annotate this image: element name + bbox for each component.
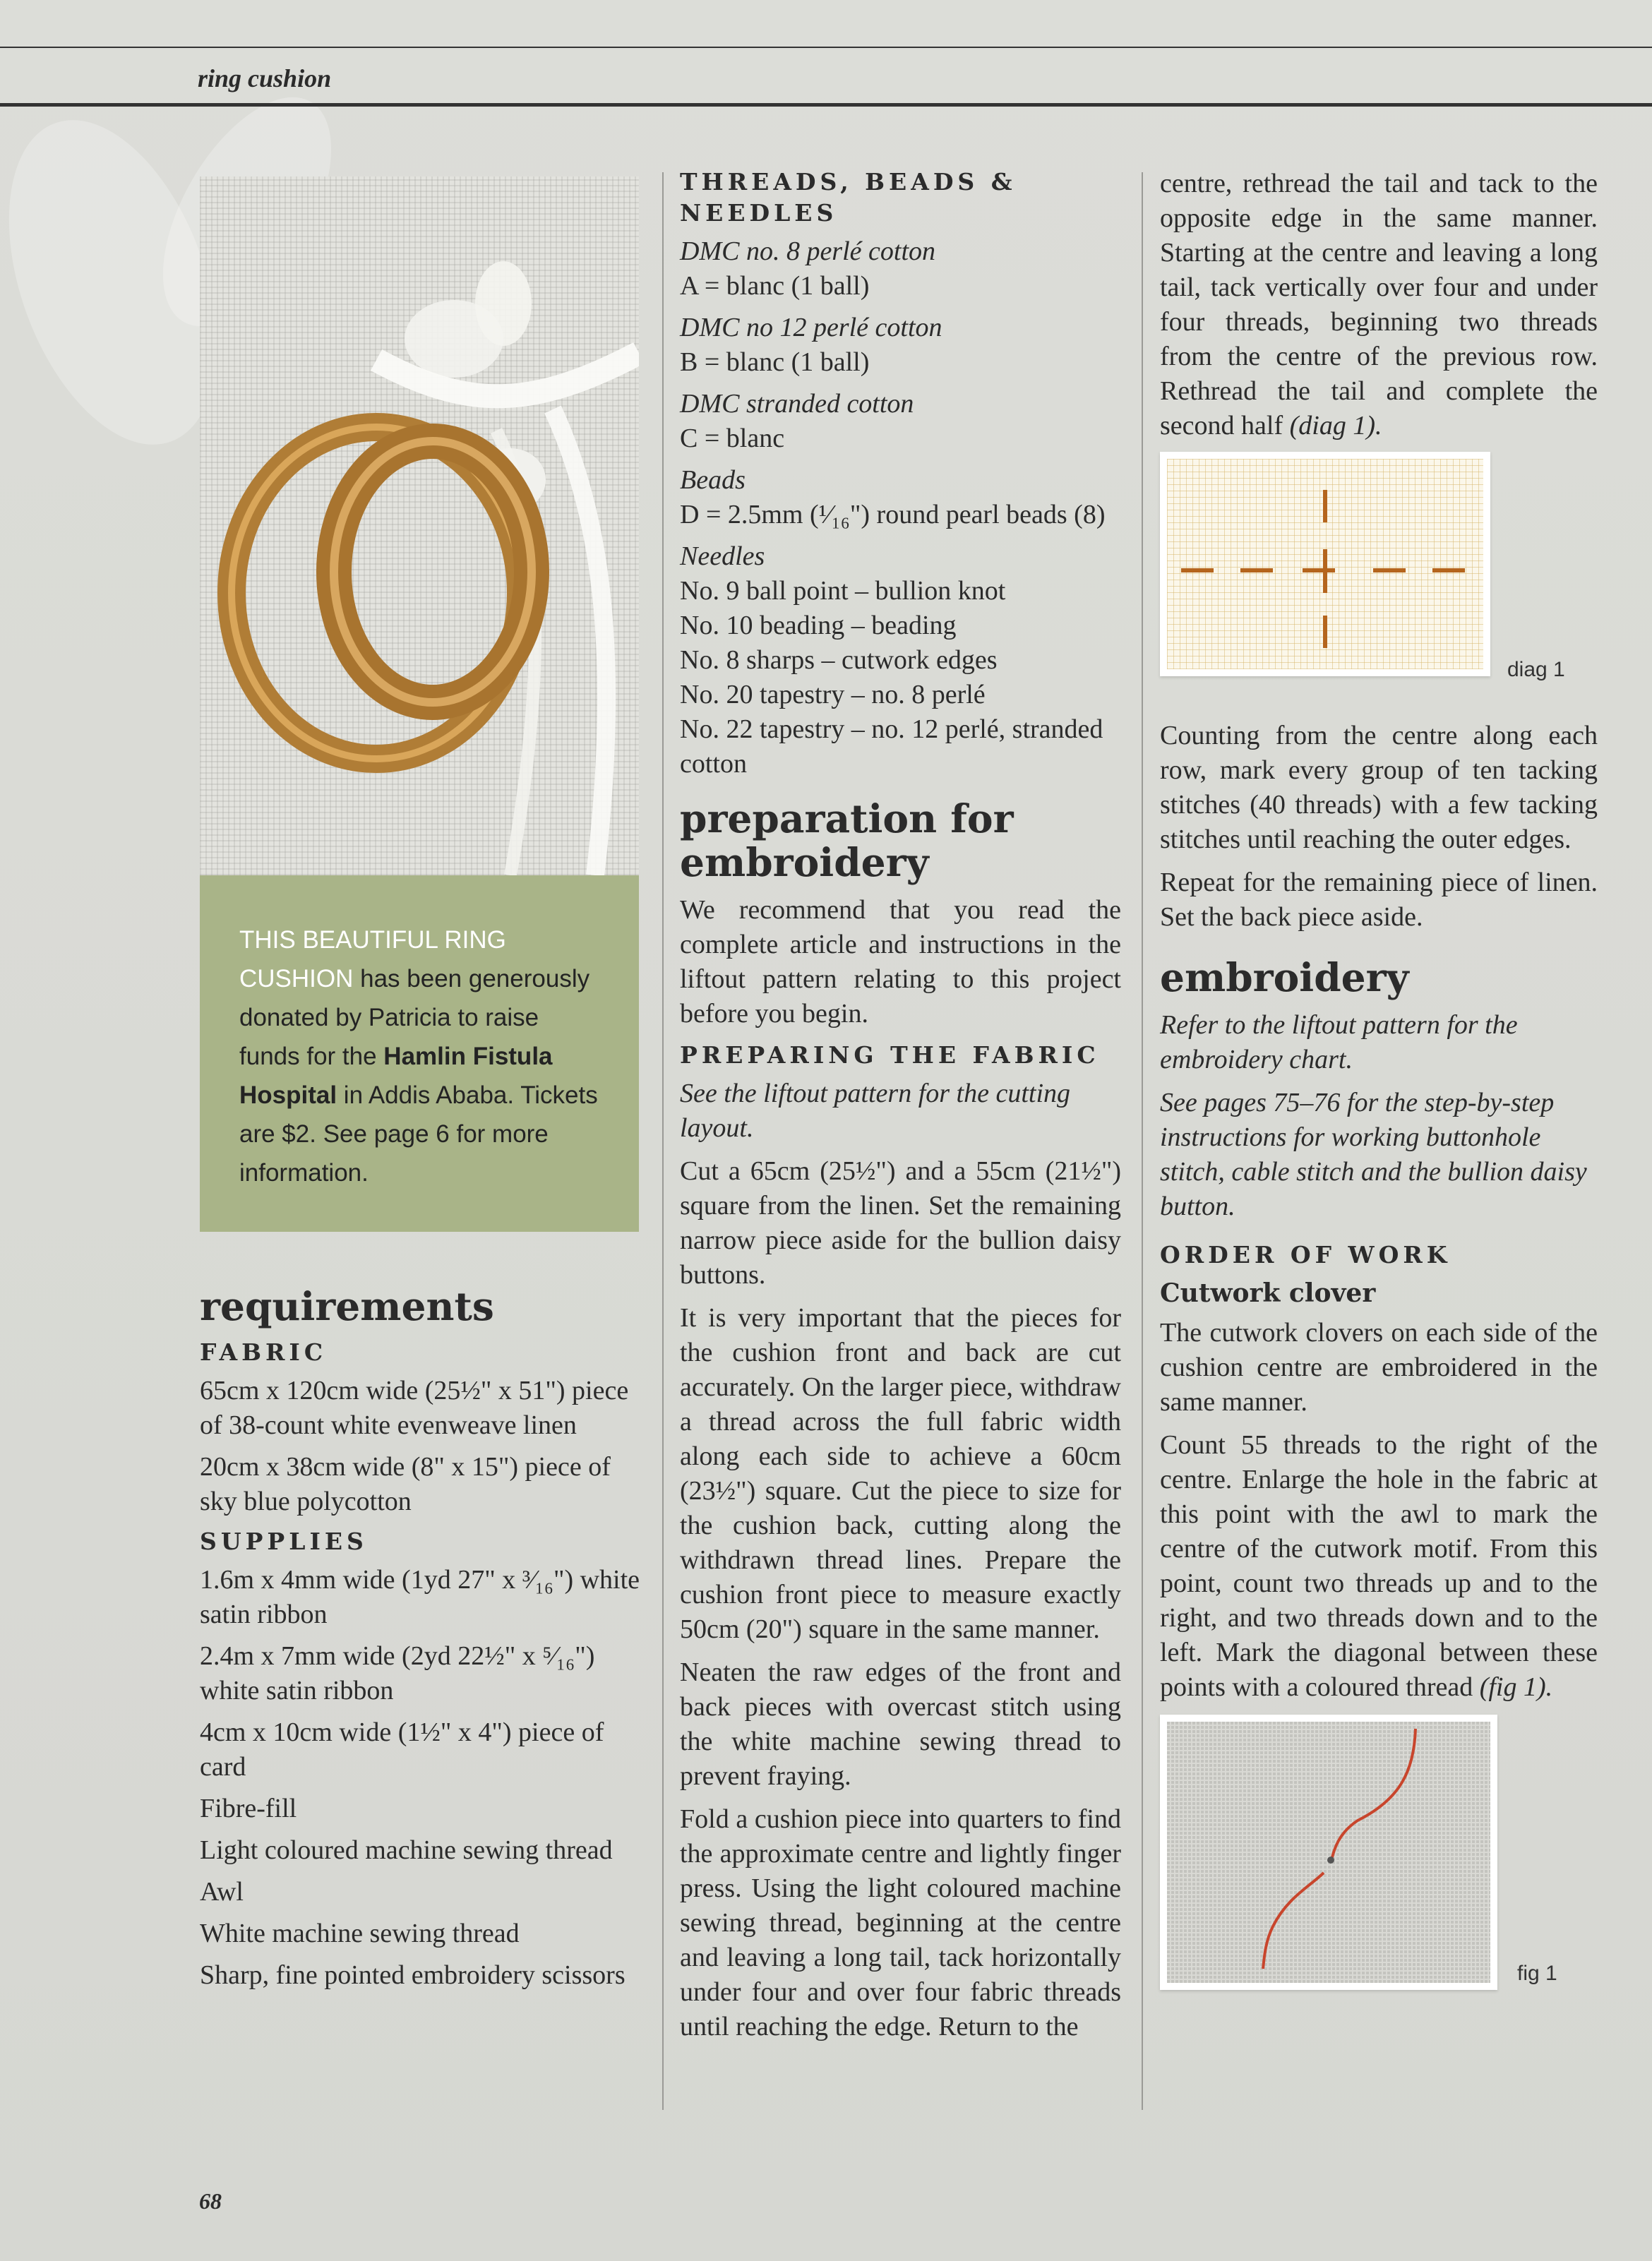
thread-line: A = blanc (1 ball) — [680, 271, 870, 301]
paragraph — [1160, 1428, 1598, 1705]
needle-line: No. 10 beading – beading — [680, 611, 957, 640]
list-item: 65cm x 120cm wide (25½" x 51") piece of 38-count white evenweave linen — [200, 1376, 629, 1440]
list-item: 1.6m x 4mm wide (1yd 27" x ³⁄₁₆") white satin ribbon — [200, 1565, 640, 1629]
caption-box — [200, 875, 639, 1232]
list-item: 4cm x 10cm wide (1½" x 4") piece of card — [200, 1717, 604, 1782]
paragraph: It is very important that the pieces for the cushion front and back are cut accurately. On the larger piece, withdraw a thread across the full fabric width along each side to achieve a 60cm (23½") square. Cut the piece to size for the cushion back, cutting along the withdrawn thread lines. Prepare the cushion front piece to measure exactly 50cm (20") square in the same manner. — [680, 1303, 1121, 1644]
repeat-paragraph: Repeat for the remaining piece of linen. Set the back piece aside. — [1160, 868, 1598, 932]
list-item: Awl — [200, 1877, 244, 1907]
preparing-fabric-heading: PREPARING THE FABRIC — [680, 1041, 1100, 1069]
threads-heading: THREADS, BEADS & NEEDLES — [680, 168, 1017, 227]
step-by-step-note: See pages 75–76 for the step-by-step instructions for working buttonhole stitch, cable stitch and the bullion daisy button. — [1160, 1088, 1587, 1221]
page-number: 68 — [199, 2188, 222, 2214]
requirements-section — [200, 1285, 652, 2000]
preparation-intro: We recommend that you read the complete article and instructions in the liftout pattern relating to this project before you begin. — [680, 895, 1121, 1028]
marked-linen-photo — [1160, 1715, 1497, 1990]
diag-1-figure — [1160, 452, 1598, 681]
thread-group-title: DMC no 12 perlé cotton — [680, 313, 942, 342]
counting-paragraph: Counting from the centre along each row, mark every group of ten tacking stitches (40 threads) with a few tacking stitches until reaching the outer edges. — [1160, 721, 1598, 854]
fig-1-figure — [1160, 1715, 1598, 1990]
list-item: Fibre-fill — [200, 1794, 297, 1823]
thread-line: C = blanc — [680, 424, 785, 453]
paragraph-text: Count 55 threads to the right of the centre. Enlarge the hole in the fabric at this point with the awl to mark the centre of the cutwork motif. From this point, count two threads up and to the right, and two threads down and to the left. Mark the diagonal between these points with a coloured thread — [1160, 1430, 1598, 1702]
cutting-layout-note: See the liftout pattern for the cutting layout. — [680, 1079, 1071, 1143]
threads-and-preparation — [680, 167, 1121, 2053]
needle-line: No. 22 tapestry – no. 12 perlé, stranded cotton — [680, 714, 1103, 779]
list-item: 20cm x 38cm wide (8" x 15") piece of sky blue polycotton — [200, 1452, 611, 1516]
thread-group-title: DMC no. 8 perlé cotton — [680, 236, 936, 266]
needle-line: No. 9 ball point – bullion knot — [680, 576, 1006, 606]
paragraph: Fold a cushion piece into quarters to find the approximate centre and lightly finger press. Using the light coloured machine sewing thread, beginning at the centre and leaving a long tail, tack horizontally under four and over four fabric threads until reaching the edge. Return to the — [680, 1804, 1121, 2041]
tacking-diagram — [1160, 452, 1490, 676]
preparation-heading: preparation for embroidery — [680, 796, 1014, 885]
thread-line: D = 2.5mm (¹⁄₁₆") round pearl beads (8) — [680, 500, 1106, 529]
fabric-heading: FABRIC — [200, 1338, 328, 1366]
continued-paragraph — [1160, 167, 1598, 443]
list-item: White machine sewing thread — [200, 1919, 520, 1948]
column-three — [1160, 167, 1598, 1990]
ring-cushion-photo — [200, 176, 639, 875]
list-item: Light coloured machine sewing thread — [200, 1835, 613, 1865]
cutwork-clover-heading: Cutwork clover — [1160, 1278, 1376, 1308]
caption-bold-hospital: Hamlin Fistula Hospital — [239, 1043, 553, 1109]
list-item: Sharp, fine pointed embroidery scissors — [200, 1960, 626, 1990]
diag-label: diag 1 — [1507, 658, 1565, 681]
paragraph: Neaten the raw edges of the front and back pieces with overcast stitch using the white machine sewing thread to prevent fraying. — [680, 1657, 1121, 1791]
diag-reference: (diag 1). — [1289, 411, 1382, 440]
caption-text-end: in Addis Ababa. Tickets are $2. See page 6 for more information. — [239, 1081, 598, 1187]
paragraph: Cut a 65cm (25½") and a 55cm (21½") square from the linen. Set the remaining narrow piece aside for the bullion daisy buttons. — [680, 1156, 1121, 1290]
caption-text: has been generously donated by Patricia to raise funds for the — [239, 965, 590, 1070]
header-rule-bottom — [0, 103, 1652, 107]
thread-group-title: DMC stranded cotton — [680, 389, 914, 419]
embroidery-note: Refer to the liftout pattern for the embroidery chart. — [1160, 1010, 1518, 1074]
fig-label: fig 1 — [1517, 1962, 1557, 1985]
list-item: 2.4m x 7mm wide (2yd 22½" x ⁵⁄₁₆") white satin ribbon — [200, 1641, 595, 1705]
thread-group-title: Beads — [680, 465, 746, 495]
header-rule-top — [0, 47, 1652, 48]
needle-line: No. 8 sharps – cutwork edges — [680, 645, 998, 675]
thread-line: B = blanc (1 ball) — [680, 347, 870, 377]
continued-text: centre, rethread the tail and tack to the opposite edge in the same manner. Starting at the centre and leaving a long tail, tack vertically over four and under four threads, beginning two threads from the centre of the previous row. Rethread the tail and complete the second half — [1160, 169, 1598, 440]
thread-group-title: Needles — [680, 541, 765, 571]
caption-lead: THIS BEAUTIFUL RING CUSHION — [239, 926, 506, 992]
requirements-heading: requirements — [200, 1283, 494, 1329]
needle-line: No. 20 tapestry – no. 8 perlé — [680, 680, 986, 709]
fig-reference: (fig 1). — [1479, 1672, 1553, 1702]
paragraph: The cutwork clovers on each side of the cushion centre are embroidered in the same manner. — [1160, 1318, 1598, 1417]
column-divider — [662, 172, 664, 2110]
column-divider — [1142, 172, 1143, 2110]
supplies-heading: SUPPLIES — [200, 1528, 368, 1555]
section-label: ring cushion — [198, 64, 332, 92]
embroidery-heading: embroidery — [1160, 954, 1409, 1000]
order-of-work-heading: ORDER OF WORK — [1160, 1241, 1452, 1269]
